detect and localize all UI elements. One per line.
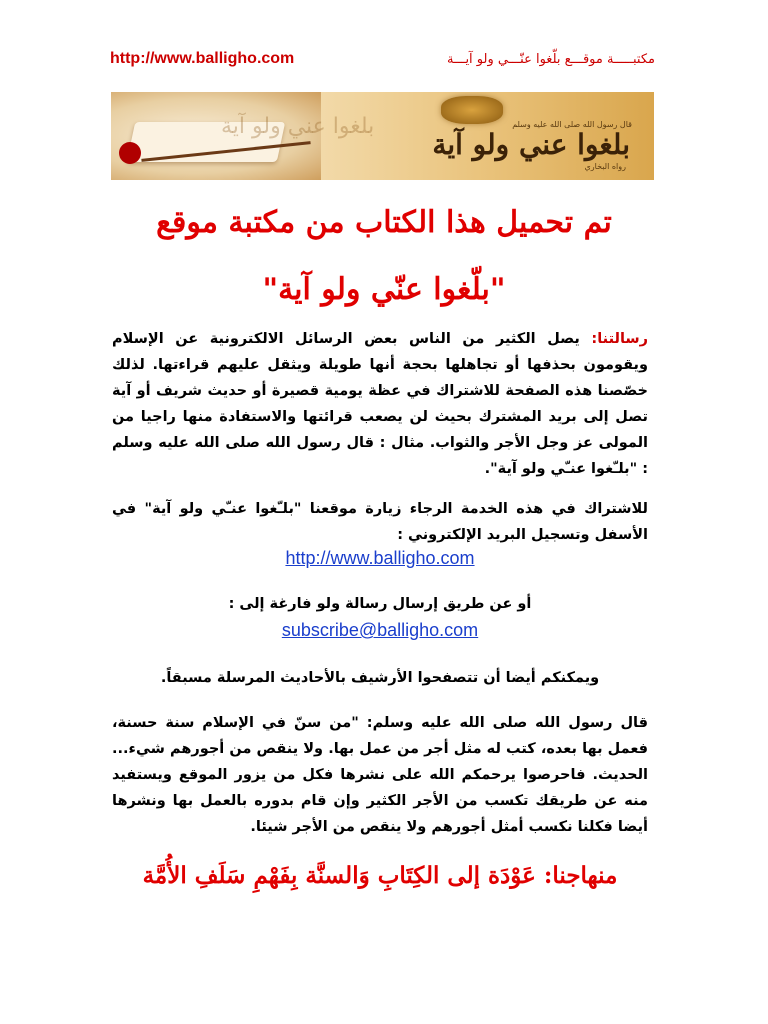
mission-paragraph bbox=[112, 326, 648, 482]
subscribe-paragraph: للاشتراك في هذه الخدمة الرجاء زيارة موقعنا "بلـّغوا عنـّي ولو آية" في الأسفل وتسجيل البريد الإلكتروني : bbox=[112, 501, 648, 543]
or-email-line: أو عن طريق إرسال رسالة ولو فارغة إلى : bbox=[228, 596, 532, 612]
header-line bbox=[110, 46, 655, 72]
motto: منهاجنا: عَوْدَة إلى الكِتَابِ وَالسنَّة بِفَهْمِ سَلَفِ الأُمَّة bbox=[142, 862, 618, 889]
banner-image bbox=[111, 92, 654, 180]
banner-ghost-text: بلغوا عني ولو آية bbox=[221, 114, 375, 139]
mission-label: رسالتنا: bbox=[591, 331, 648, 347]
header-url[interactable]: http://www.balligho.com bbox=[110, 50, 295, 67]
hadith-paragraph: قال رسول الله صلى الله عليه وسلم: "من سنّ في الإسلام سنة حسنة، فعمل بها بعده، كتب له مثل أجر من عمل بها. ولا ينقص من أجورهم شيء... الحديث. فاحرصوا يرحمكم الله على نشرها فكل من يزور الموقع ويستفيد منه عن طريقك تكسب من الأجر الكثير وإن قام بدوره بالعمل بها ونشرها أيضا فكلنا نكسب أمثل أجورهم ولا ينقص من الأجر شيئا. bbox=[112, 715, 648, 835]
banner-narrator: رواه البخاري bbox=[584, 162, 626, 171]
header-library-title: مكتبـــــة موقـــع بلّغوا عنّـــي ولو آيـــة bbox=[447, 51, 655, 67]
banner-hadith-intro: قال رسول الله صلى الله عليه وسلم bbox=[512, 120, 632, 129]
archive-line: ويمكنكم أيضا أن تتصفحوا الأرشيف بالأحاديث المرسلة مسبقاً. bbox=[160, 670, 600, 686]
website-link[interactable]: http://www.balligho.com bbox=[285, 548, 475, 568]
mission-text: يصل الكثير من الناس بعض الرسائل الالكترونية عن الإسلام ويقومون بحذفها أو تجاهلها بحجة أنها طويلة ويثقل عليهم قراءتها. لذلك خصّصنا هذه الصفحة للاشتراك في عظة يومية قصيرة أو حديث شريف أو آية تصل إلى بريد المشترك بحيث لن يصعب قرائتها والاستفادة منها راجيا من المولى عز وجل الأجر والثواب. مثال : قال رسول الله صلى الله عليه وسلم : "بلـّغوا عنـّي ولو آية". bbox=[112, 331, 648, 477]
subscribe-email-link[interactable]: subscribe@balligho.com bbox=[281, 620, 479, 640]
calligraphy-emblem-icon bbox=[441, 96, 503, 124]
page-title-line1: تم تحميل هذا الكتاب من مكتبة موقع bbox=[156, 205, 612, 240]
inkpot-icon bbox=[119, 142, 141, 164]
page-title-line2: "بلّغوا عنّي ولو آية" bbox=[262, 272, 506, 307]
banner-calligraphy: بلغوا عني ولو آية bbox=[432, 128, 630, 161]
